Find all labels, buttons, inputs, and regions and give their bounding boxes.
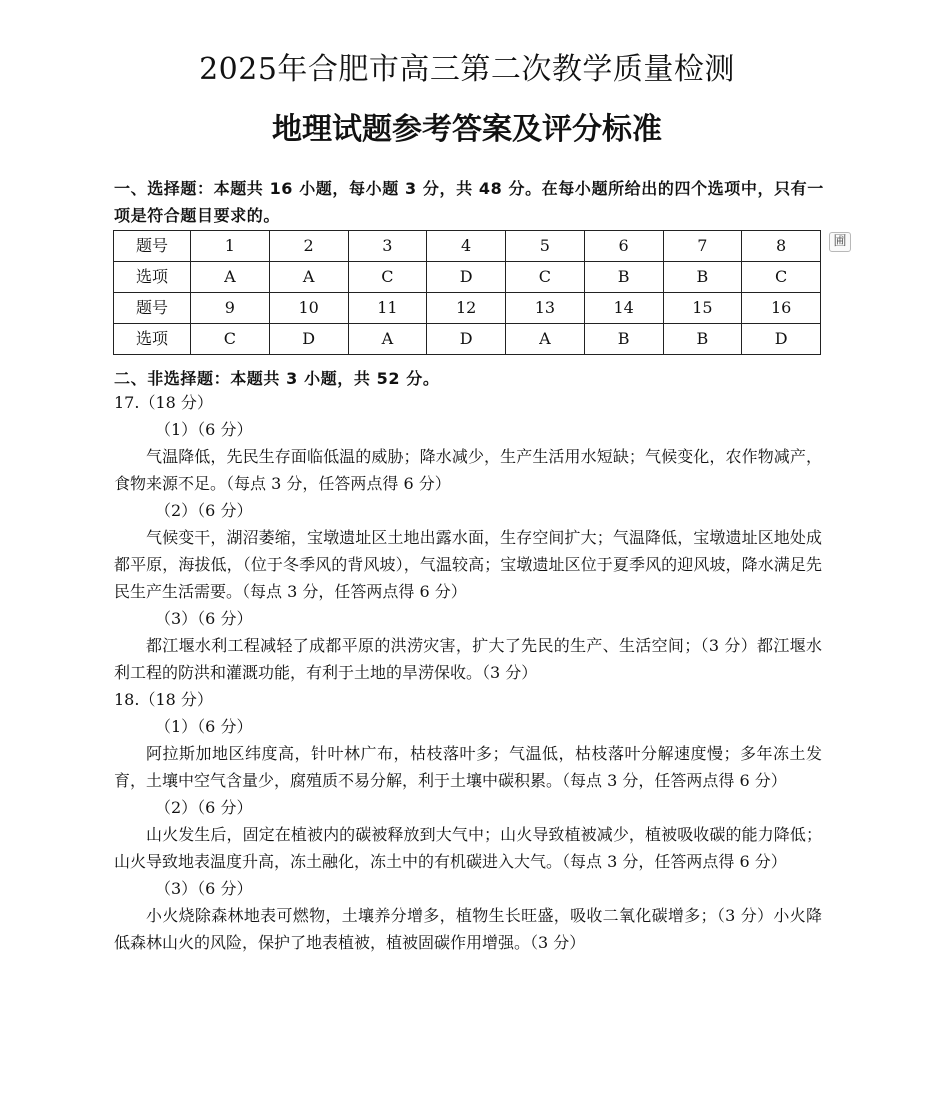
table-cell: 10	[269, 293, 348, 324]
table-cell: 11	[348, 293, 427, 324]
table-cell: A	[348, 324, 427, 355]
part-label: （2）（6 分）	[155, 798, 253, 817]
table-cell: D	[427, 262, 506, 293]
table-cell: B	[584, 262, 663, 293]
table-cell: 7	[663, 231, 742, 262]
document-title: 2025年合肥市高三第二次教学质量检测	[199, 52, 735, 87]
table-row	[114, 262, 821, 293]
part-label: （1）（6 分）	[155, 420, 253, 439]
table-cell: C	[348, 262, 427, 293]
table-cell: 16	[742, 293, 821, 324]
table-cell: A	[269, 262, 348, 293]
table-row	[114, 231, 821, 262]
part-label: （2）（6 分）	[155, 501, 253, 520]
table-cell: D	[269, 324, 348, 355]
answer-paragraph: 小火烧除森林地表可燃物，土壤养分增多，植物生长旺盛，吸收二氧化碳增多；（3 分）小火降低森林山火的风险，保护了地表植被，植被固碳作用增强。（3 分）	[114, 906, 822, 952]
answer-paragraph: 都江堰水利工程减轻了成都平原的洪涝灾害，扩大了先民的生产、生活空间；（3 分）都江堰水利工程的防洪和灌溉功能，有利于土地的旱涝保收。（3 分）	[114, 636, 822, 682]
section1-heading: 一、选择题：本题共 16 小题，每小题 3 分，共 48 分。在每小题所给出的四个选项中，只有一项是符合题目要求的。	[114, 179, 824, 225]
table-row-label: 选项	[114, 262, 191, 293]
answer-paragraph: 气温降低，先民生存面临低温的威胁；降水减少，生产生活用水短缺；气候变化，农作物减产，食物来源不足。（每点 3 分，任答两点得 6 分）	[114, 447, 822, 493]
table-cell: D	[427, 324, 506, 355]
table-cell: A	[506, 324, 585, 355]
table-cell: 3	[348, 231, 427, 262]
table-cell: 14	[584, 293, 663, 324]
table-cell: C	[191, 324, 270, 355]
table-cell: A	[191, 262, 270, 293]
table-cell: C	[506, 262, 585, 293]
table-cell: 8	[742, 231, 821, 262]
table-row-label: 题号	[114, 231, 191, 262]
answer-paragraph: 气候变干，湖沼萎缩，宝墩遗址区土地出露水面，生存空间扩大；气温降低，宝墩遗址区地处成都平原，海拔低，（位于冬季风的背风坡），气温较高；宝墩遗址区位于夏季风的迎风坡，降水满足先民生产生活需要。（每点 3 分，任答两点得 6 分）	[114, 528, 822, 601]
table-row	[114, 324, 821, 355]
question-number: 18.（18 分）	[114, 690, 213, 709]
table-row	[114, 293, 821, 324]
answer-table	[113, 230, 821, 355]
table-cell: 2	[269, 231, 348, 262]
document-subtitle: 地理试题参考答案及评分标准	[272, 112, 662, 147]
answer-paragraph: 阿拉斯加地区纬度高，针叶林广布，枯枝落叶多；气温低，枯枝落叶分解速度慢；多年冻土发育，土壤中空气含量少，腐殖质不易分解，利于土壤中碳积累。（每点 3 分，任答两点得 6 分）	[114, 744, 822, 790]
table-cell: C	[742, 262, 821, 293]
note-icon[interactable]: 圃	[829, 232, 851, 252]
section2-heading: 二、非选择题：本题共 3 小题，共 52 分。	[114, 369, 440, 388]
table-cell: D	[742, 324, 821, 355]
table-cell: 12	[427, 293, 506, 324]
table-cell: 13	[506, 293, 585, 324]
table-row-label: 选项	[114, 324, 191, 355]
part-label: （1）（6 分）	[155, 717, 253, 736]
table-cell: 5	[506, 231, 585, 262]
table-cell: 4	[427, 231, 506, 262]
question-number: 17.（18 分）	[114, 393, 213, 412]
answers-body	[114, 389, 822, 956]
part-label: （3）（6 分）	[155, 879, 253, 898]
table-cell: 6	[584, 231, 663, 262]
table-cell: B	[584, 324, 663, 355]
table-cell: 15	[663, 293, 742, 324]
table-cell: 9	[191, 293, 270, 324]
part-label: （3）（6 分）	[155, 609, 253, 628]
answer-paragraph: 山火发生后，固定在植被内的碳被释放到大气中；山火导致植被减少，植被吸收碳的能力降低；山火导致地表温度升高，冻土融化，冻土中的有机碳进入大气。（每点 3 分，任答两点得 6 分）	[114, 825, 822, 871]
table-row-label: 题号	[114, 293, 191, 324]
table-cell: B	[663, 324, 742, 355]
table-cell: B	[663, 262, 742, 293]
table-cell: 1	[191, 231, 270, 262]
